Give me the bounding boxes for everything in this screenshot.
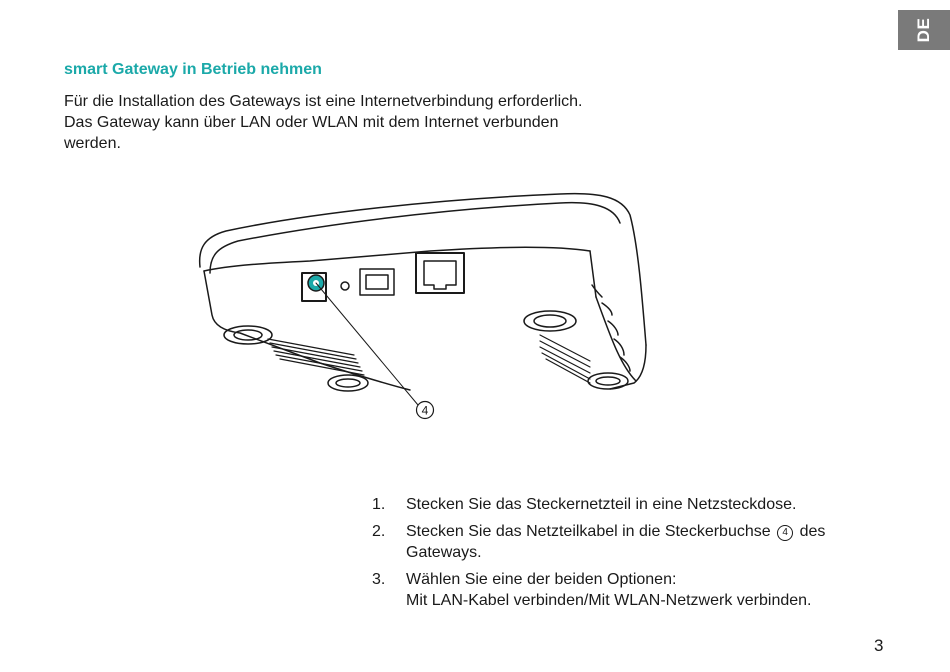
intro-paragraph: Für die Installation des Gateways ist eine Internetverbindung erforderlich. Das Gateway kann über LAN oder WLAN mit dem Internet verbunden werden. — [64, 93, 583, 152]
step-text-continued: des Gateways. — [406, 523, 826, 561]
installation-steps — [372, 494, 892, 617]
foot-front-right — [524, 311, 576, 331]
foot-rear-left — [328, 375, 368, 391]
step-item — [372, 569, 892, 611]
step-item — [372, 494, 892, 515]
foot-rear-right — [588, 373, 628, 389]
step-text: Stecken Sie das Netzteilkabel in die Steckerbuchse — [406, 523, 771, 540]
page-number: 3 — [874, 636, 884, 655]
step-number: 1. — [372, 496, 386, 513]
step-number: 2. — [372, 523, 386, 540]
step-text: Wählen Sie eine der beiden Optionen: — [406, 571, 677, 588]
language-tab-label: DE — [914, 17, 933, 43]
gateway-top-shell — [200, 194, 646, 345]
language-tab — [898, 10, 950, 50]
ethernet-port — [416, 253, 464, 293]
step-options: Mit LAN-Kabel verbinden/Mit WLAN-Netzwerk verbinden. — [406, 592, 812, 609]
step-number: 3. — [372, 571, 386, 588]
reset-button — [341, 282, 349, 290]
section-heading: smart Gateway in Betrieb nehmen — [64, 61, 322, 78]
step-item — [372, 521, 892, 563]
step-text: Stecken Sie das Steckernetzteil in eine Netzsteckdose. — [406, 496, 797, 513]
foot-front-left — [224, 326, 272, 344]
usb-port — [360, 269, 394, 295]
callout-number: 4 — [421, 403, 429, 418]
step-reference-number: 4 — [777, 525, 793, 541]
gateway-illustration — [190, 185, 660, 425]
